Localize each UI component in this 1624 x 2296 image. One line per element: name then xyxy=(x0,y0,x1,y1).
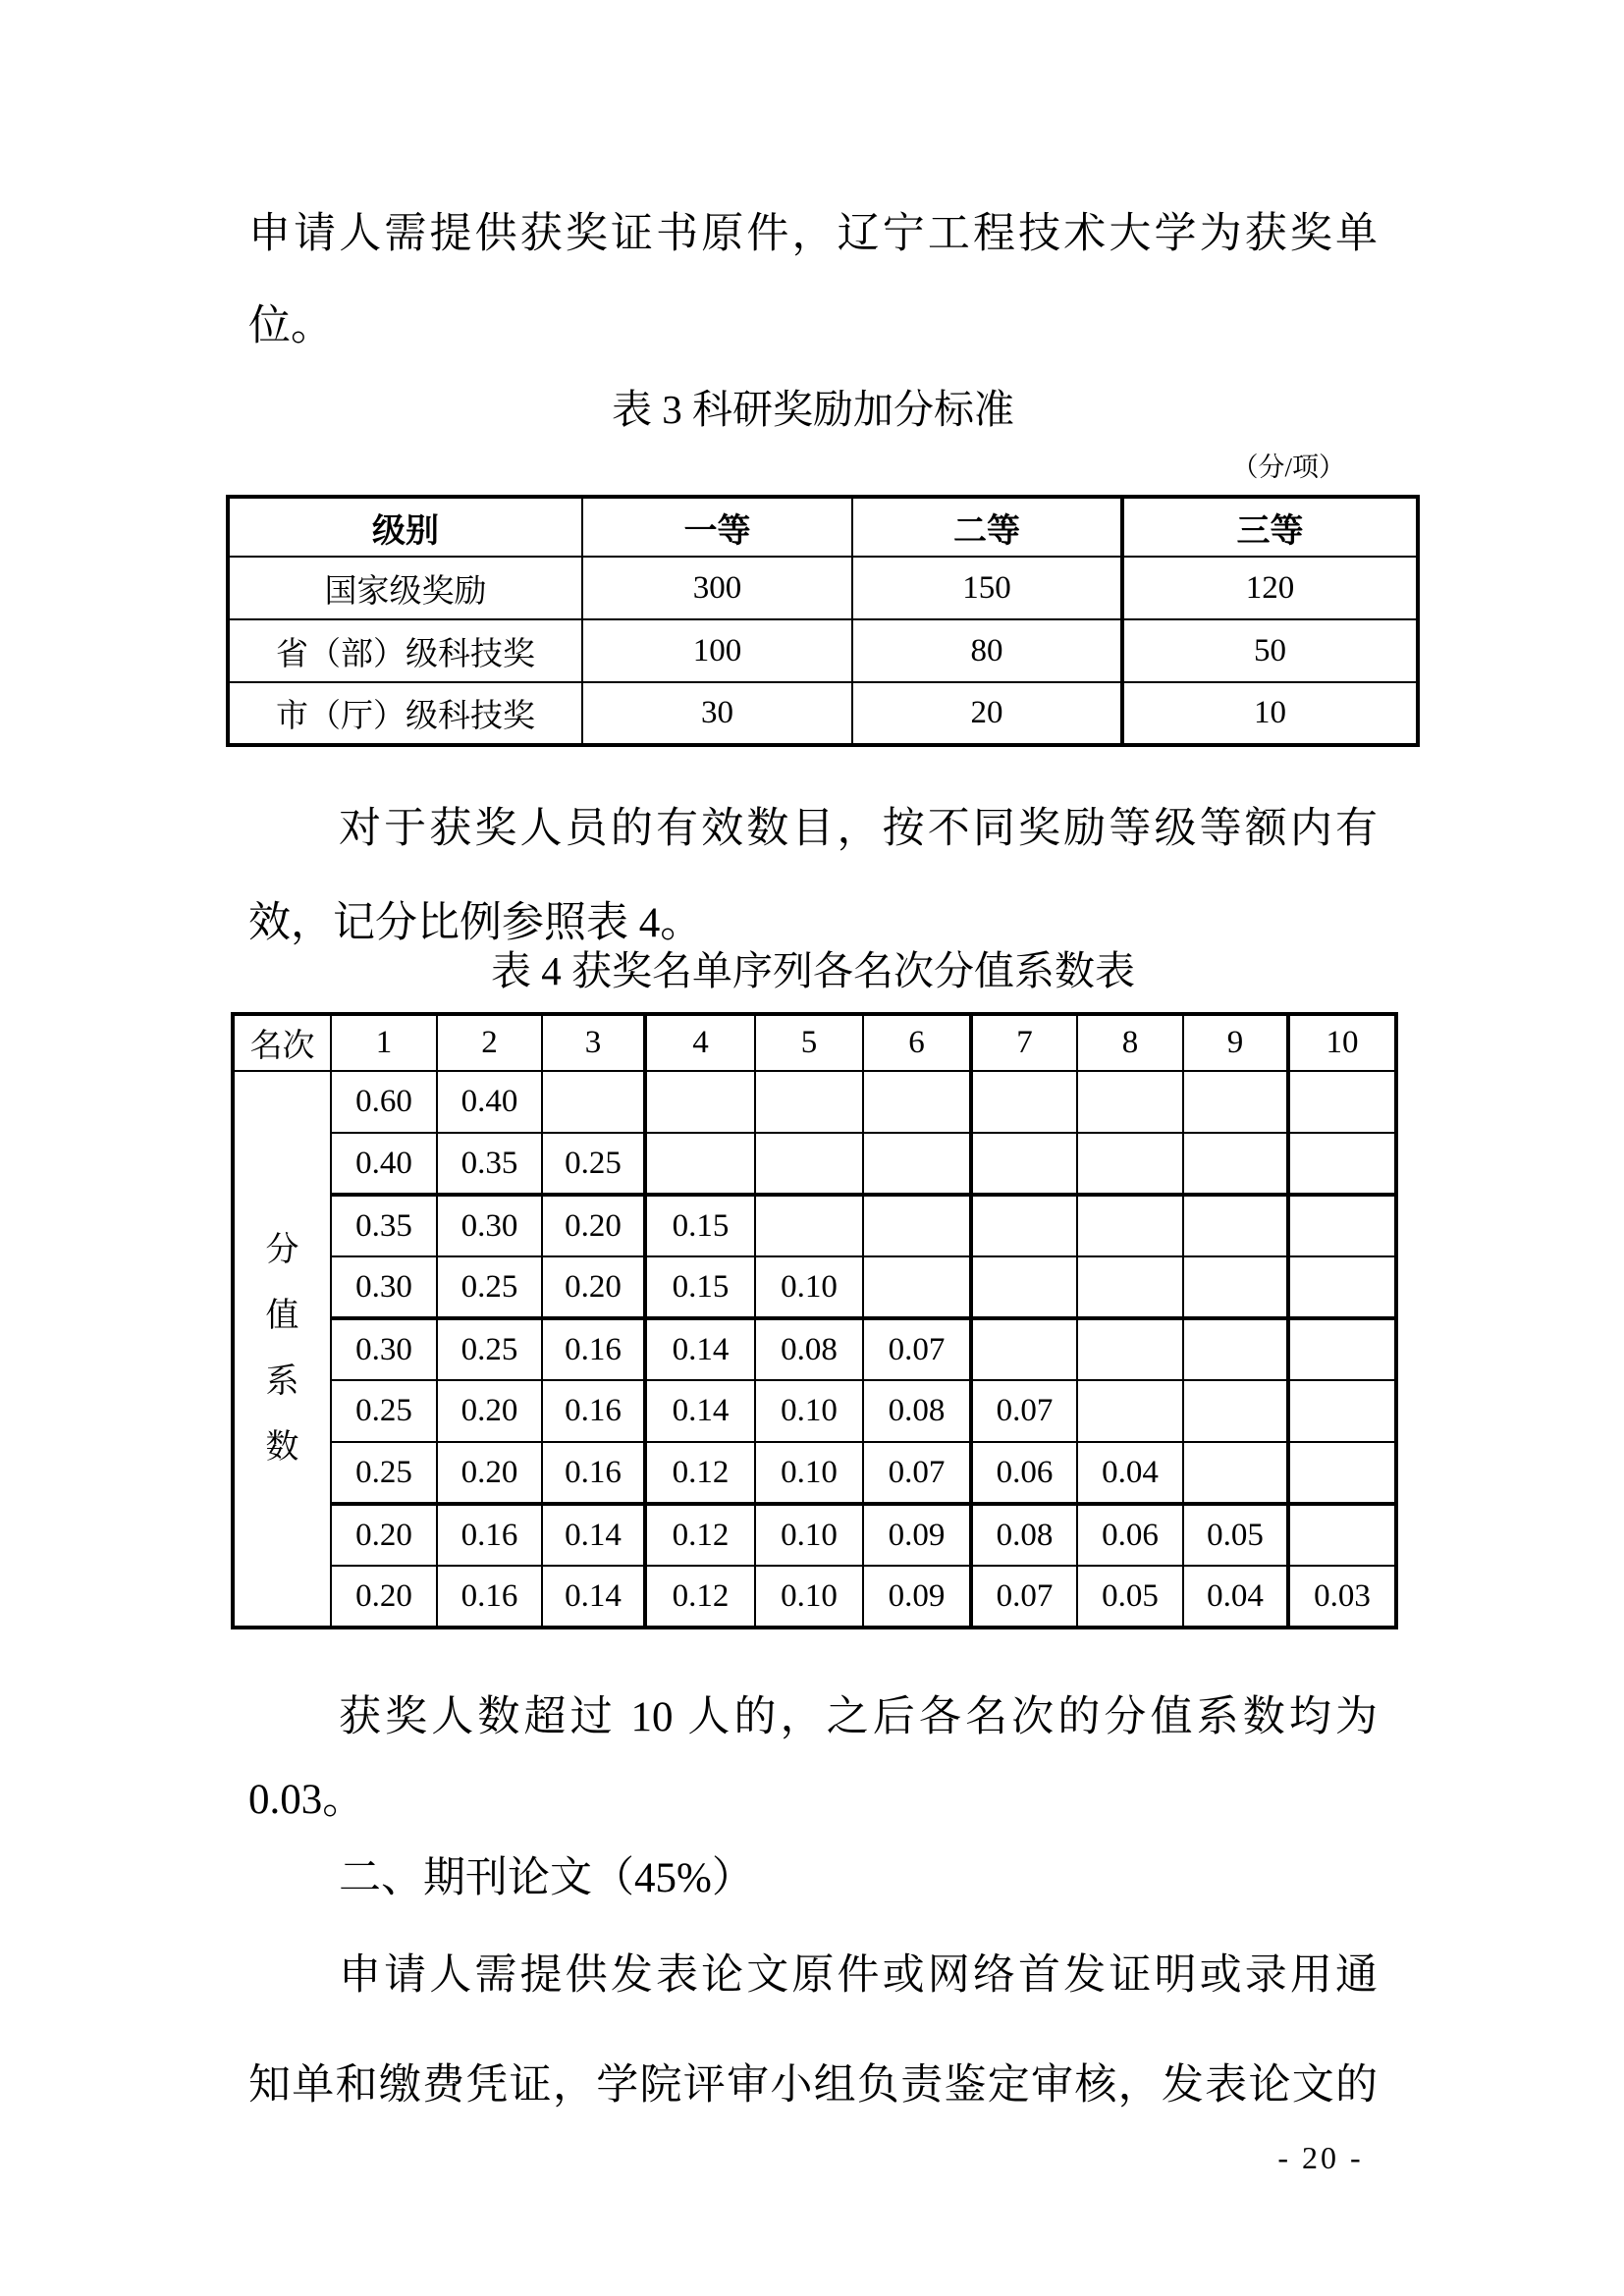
table-row xyxy=(233,1318,1396,1380)
coefficient-cell: 0.10 xyxy=(755,1256,863,1318)
coefficient-cell: 0.09 xyxy=(863,1566,971,1628)
side-label-char: 数 xyxy=(265,1429,299,1466)
coefficient-cell xyxy=(863,1256,971,1318)
coefficient-cell: 0.15 xyxy=(645,1256,755,1318)
paragraph-4-line-2: 知单和缴费凭证，学院评审小组负责鉴定审核，发表论文的 xyxy=(248,2062,1378,2109)
rank-header: 7 xyxy=(971,1014,1077,1071)
coefficient-cell: 0.40 xyxy=(437,1071,542,1133)
coefficient-cell: 0.20 xyxy=(331,1504,437,1566)
coefficient-cell xyxy=(1288,1133,1396,1195)
coefficient-cell: 0.35 xyxy=(331,1195,437,1256)
coefficient-cell xyxy=(1183,1318,1288,1380)
coefficient-cell xyxy=(755,1133,863,1195)
table-row xyxy=(233,1380,1396,1442)
rank-header: 8 xyxy=(1077,1014,1183,1071)
coefficient-cell xyxy=(1077,1256,1183,1318)
coefficient-cell xyxy=(1077,1380,1183,1442)
rank-header: 6 xyxy=(863,1014,971,1071)
coefficient-cell xyxy=(1077,1318,1183,1380)
coefficient-cell: 0.06 xyxy=(971,1442,1077,1504)
table4-body xyxy=(233,1071,1396,1628)
coefficient-cell xyxy=(1288,1380,1396,1442)
coefficient-cell: 0.14 xyxy=(645,1318,755,1380)
coefficient-cell: 0.07 xyxy=(971,1380,1077,1442)
coefficient-cell xyxy=(1077,1071,1183,1133)
coefficient-cell: 0.20 xyxy=(437,1442,542,1504)
coefficient-cell: 0.04 xyxy=(1183,1566,1288,1628)
coefficient-cell xyxy=(863,1133,971,1195)
side-label-char: 系 xyxy=(265,1363,299,1400)
t4-corner-rank-label: 名次 xyxy=(233,1014,331,1071)
coefficient-cell: 0.40 xyxy=(331,1133,437,1195)
table-row xyxy=(233,1256,1396,1318)
coefficient-cell xyxy=(971,1318,1077,1380)
coefficient-cell: 0.25 xyxy=(437,1318,542,1380)
t3-cell: 30 xyxy=(582,682,852,745)
paragraph-intro-line-2: 位。 xyxy=(248,303,333,349)
coefficient-cell: 0.05 xyxy=(1183,1504,1288,1566)
coefficient-cell xyxy=(1288,1071,1396,1133)
coefficient-cell: 0.25 xyxy=(331,1380,437,1442)
t3-header-second: 二等 xyxy=(852,497,1122,557)
rank-header: 5 xyxy=(755,1014,863,1071)
coefficient-cell xyxy=(1288,1256,1396,1318)
coefficient-cell: 0.16 xyxy=(542,1442,645,1504)
t3-cell: 20 xyxy=(852,682,1122,745)
coefficient-cell: 0.25 xyxy=(331,1442,437,1504)
coefficient-cell: 0.30 xyxy=(331,1318,437,1380)
coefficient-cell: 0.06 xyxy=(1077,1504,1183,1566)
coefficient-cell xyxy=(645,1071,755,1133)
coefficient-cell xyxy=(1183,1442,1288,1504)
rank-header: 3 xyxy=(542,1014,645,1071)
coefficient-cell xyxy=(1077,1195,1183,1256)
coefficient-cell xyxy=(971,1256,1077,1318)
t3-cell: 10 xyxy=(1122,682,1418,745)
side-label-char: 值 xyxy=(265,1298,299,1334)
coefficient-cell xyxy=(1183,1256,1288,1318)
section-2-heading: 二、期刊论文（45%） xyxy=(339,1855,754,1901)
coefficient-cell xyxy=(1183,1133,1288,1195)
table-row xyxy=(233,1442,1396,1504)
coefficient-cell: 0.05 xyxy=(1077,1566,1183,1628)
coefficient-cell: 0.04 xyxy=(1077,1442,1183,1504)
coefficient-cell: 0.16 xyxy=(437,1566,542,1628)
coefficient-cell: 0.25 xyxy=(437,1256,542,1318)
paragraph-3-line-2: 0.03。 xyxy=(248,1777,365,1823)
rank-header: 10 xyxy=(1288,1014,1396,1071)
coefficient-cell: 0.15 xyxy=(645,1195,755,1256)
t3-cell: 100 xyxy=(582,619,852,682)
table-row xyxy=(233,1195,1396,1256)
paragraph-2-line-1: 对于获奖人员的有效数目，按不同奖励等级等额内有 xyxy=(339,806,1378,852)
coefficient-cell xyxy=(755,1071,863,1133)
coefficient-cell: 0.08 xyxy=(971,1504,1077,1566)
table-row xyxy=(228,682,1418,745)
t3-header-third: 三等 xyxy=(1122,497,1418,557)
coefficient-cell xyxy=(1288,1504,1396,1566)
coefficient-cell xyxy=(755,1195,863,1256)
coefficient-cell: 0.35 xyxy=(437,1133,542,1195)
table3-header-row xyxy=(228,497,1418,557)
coefficient-cell xyxy=(863,1071,971,1133)
coefficient-cell: 0.07 xyxy=(863,1442,971,1504)
t3-cell: 150 xyxy=(852,557,1122,619)
table3-title: 表 3 科研奖励加分标准 xyxy=(612,387,1014,432)
coefficient-cell xyxy=(971,1133,1077,1195)
paragraph-intro-line-1: 申请人需提供获奖证书原件，辽宁工程技术大学为获奖单 xyxy=(248,211,1378,257)
page-number: - 20 - xyxy=(1277,2140,1364,2175)
side-label-char: 分 xyxy=(265,1232,299,1268)
t3-cell: 120 xyxy=(1122,557,1418,619)
coefficient-cell: 0.16 xyxy=(542,1380,645,1442)
coefficient-cell xyxy=(863,1195,971,1256)
coefficient-cell: 0.20 xyxy=(331,1566,437,1628)
table-row xyxy=(233,1133,1396,1195)
coefficient-cell: 0.20 xyxy=(437,1380,542,1442)
table3-research-awards xyxy=(226,495,1420,747)
coefficient-cell: 0.16 xyxy=(542,1318,645,1380)
table4-title: 表 4 获奖名单序列各名次分值系数表 xyxy=(491,948,1135,993)
coefficient-cell xyxy=(1183,1071,1288,1133)
coefficient-cell: 0.20 xyxy=(542,1256,645,1318)
rank-header: 1 xyxy=(331,1014,437,1071)
coefficient-cell: 0.07 xyxy=(863,1318,971,1380)
coefficient-cell: 0.20 xyxy=(542,1195,645,1256)
coefficient-cell: 0.12 xyxy=(645,1566,755,1628)
coefficient-cell: 0.14 xyxy=(542,1566,645,1628)
t3-row-label: 国家级奖励 xyxy=(228,557,582,619)
coefficient-cell xyxy=(971,1195,1077,1256)
coefficient-cell: 0.07 xyxy=(971,1566,1077,1628)
coefficient-cell: 0.14 xyxy=(542,1504,645,1566)
coefficient-cell xyxy=(645,1133,755,1195)
coefficient-cell: 0.03 xyxy=(1288,1566,1396,1628)
coefficient-cell: 0.16 xyxy=(437,1504,542,1566)
coefficient-cell: 0.10 xyxy=(755,1380,863,1442)
t3-row-label: 省（部）级科技奖 xyxy=(228,619,582,682)
paragraph-3-line-1: 获奖人数超过 10 人的，之后各名次的分值系数均为 xyxy=(339,1694,1378,1740)
coefficient-cell: 0.10 xyxy=(755,1504,863,1566)
coefficient-cell: 0.09 xyxy=(863,1504,971,1566)
table-row xyxy=(233,1566,1396,1628)
coefficient-cell xyxy=(1288,1318,1396,1380)
coefficient-cell: 0.60 xyxy=(331,1071,437,1133)
coefficient-cell xyxy=(542,1071,645,1133)
coefficient-cell: 0.30 xyxy=(437,1195,542,1256)
coefficient-cell: 0.12 xyxy=(645,1504,755,1566)
paragraph-2-line-2: 效，记分比例参照表 4。 xyxy=(248,900,703,946)
coefficient-cell: 0.10 xyxy=(755,1566,863,1628)
table-row xyxy=(233,1504,1396,1566)
paragraph-4-line-1: 申请人需提供发表论文原件或网络首发证明或录用通 xyxy=(339,1952,1378,1999)
t3-header-first: 一等 xyxy=(582,497,852,557)
coefficient-cell: 0.30 xyxy=(331,1256,437,1318)
t3-header-level: 级别 xyxy=(228,497,582,557)
table3-unit-note: （分/项） xyxy=(1231,453,1345,482)
coefficient-cell xyxy=(1183,1195,1288,1256)
coefficient-cell xyxy=(1288,1195,1396,1256)
table-row xyxy=(228,557,1418,619)
rank-header: 4 xyxy=(645,1014,755,1071)
coefficient-cell xyxy=(1183,1380,1288,1442)
t3-cell: 80 xyxy=(852,619,1122,682)
t3-cell: 300 xyxy=(582,557,852,619)
coefficient-cell xyxy=(971,1071,1077,1133)
table4-header-row xyxy=(233,1014,1396,1071)
coefficient-cell: 0.25 xyxy=(542,1133,645,1195)
coefficient-cell: 0.14 xyxy=(645,1380,755,1442)
table-row xyxy=(228,619,1418,682)
table4-rank-coefficients xyxy=(231,1012,1398,1629)
coefficient-cell: 0.08 xyxy=(863,1380,971,1442)
coefficient-cell xyxy=(1077,1133,1183,1195)
coefficient-cell xyxy=(1288,1442,1396,1504)
coefficient-cell: 0.12 xyxy=(645,1442,755,1504)
table-row xyxy=(233,1071,1396,1133)
coefficient-cell: 0.10 xyxy=(755,1442,863,1504)
coefficient-cell: 0.08 xyxy=(755,1318,863,1380)
t3-row-label: 市（厅）级科技奖 xyxy=(228,682,582,745)
side-label-coefficient xyxy=(233,1071,331,1628)
rank-header: 9 xyxy=(1183,1014,1288,1071)
t3-cell: 50 xyxy=(1122,619,1418,682)
rank-header: 2 xyxy=(437,1014,542,1071)
